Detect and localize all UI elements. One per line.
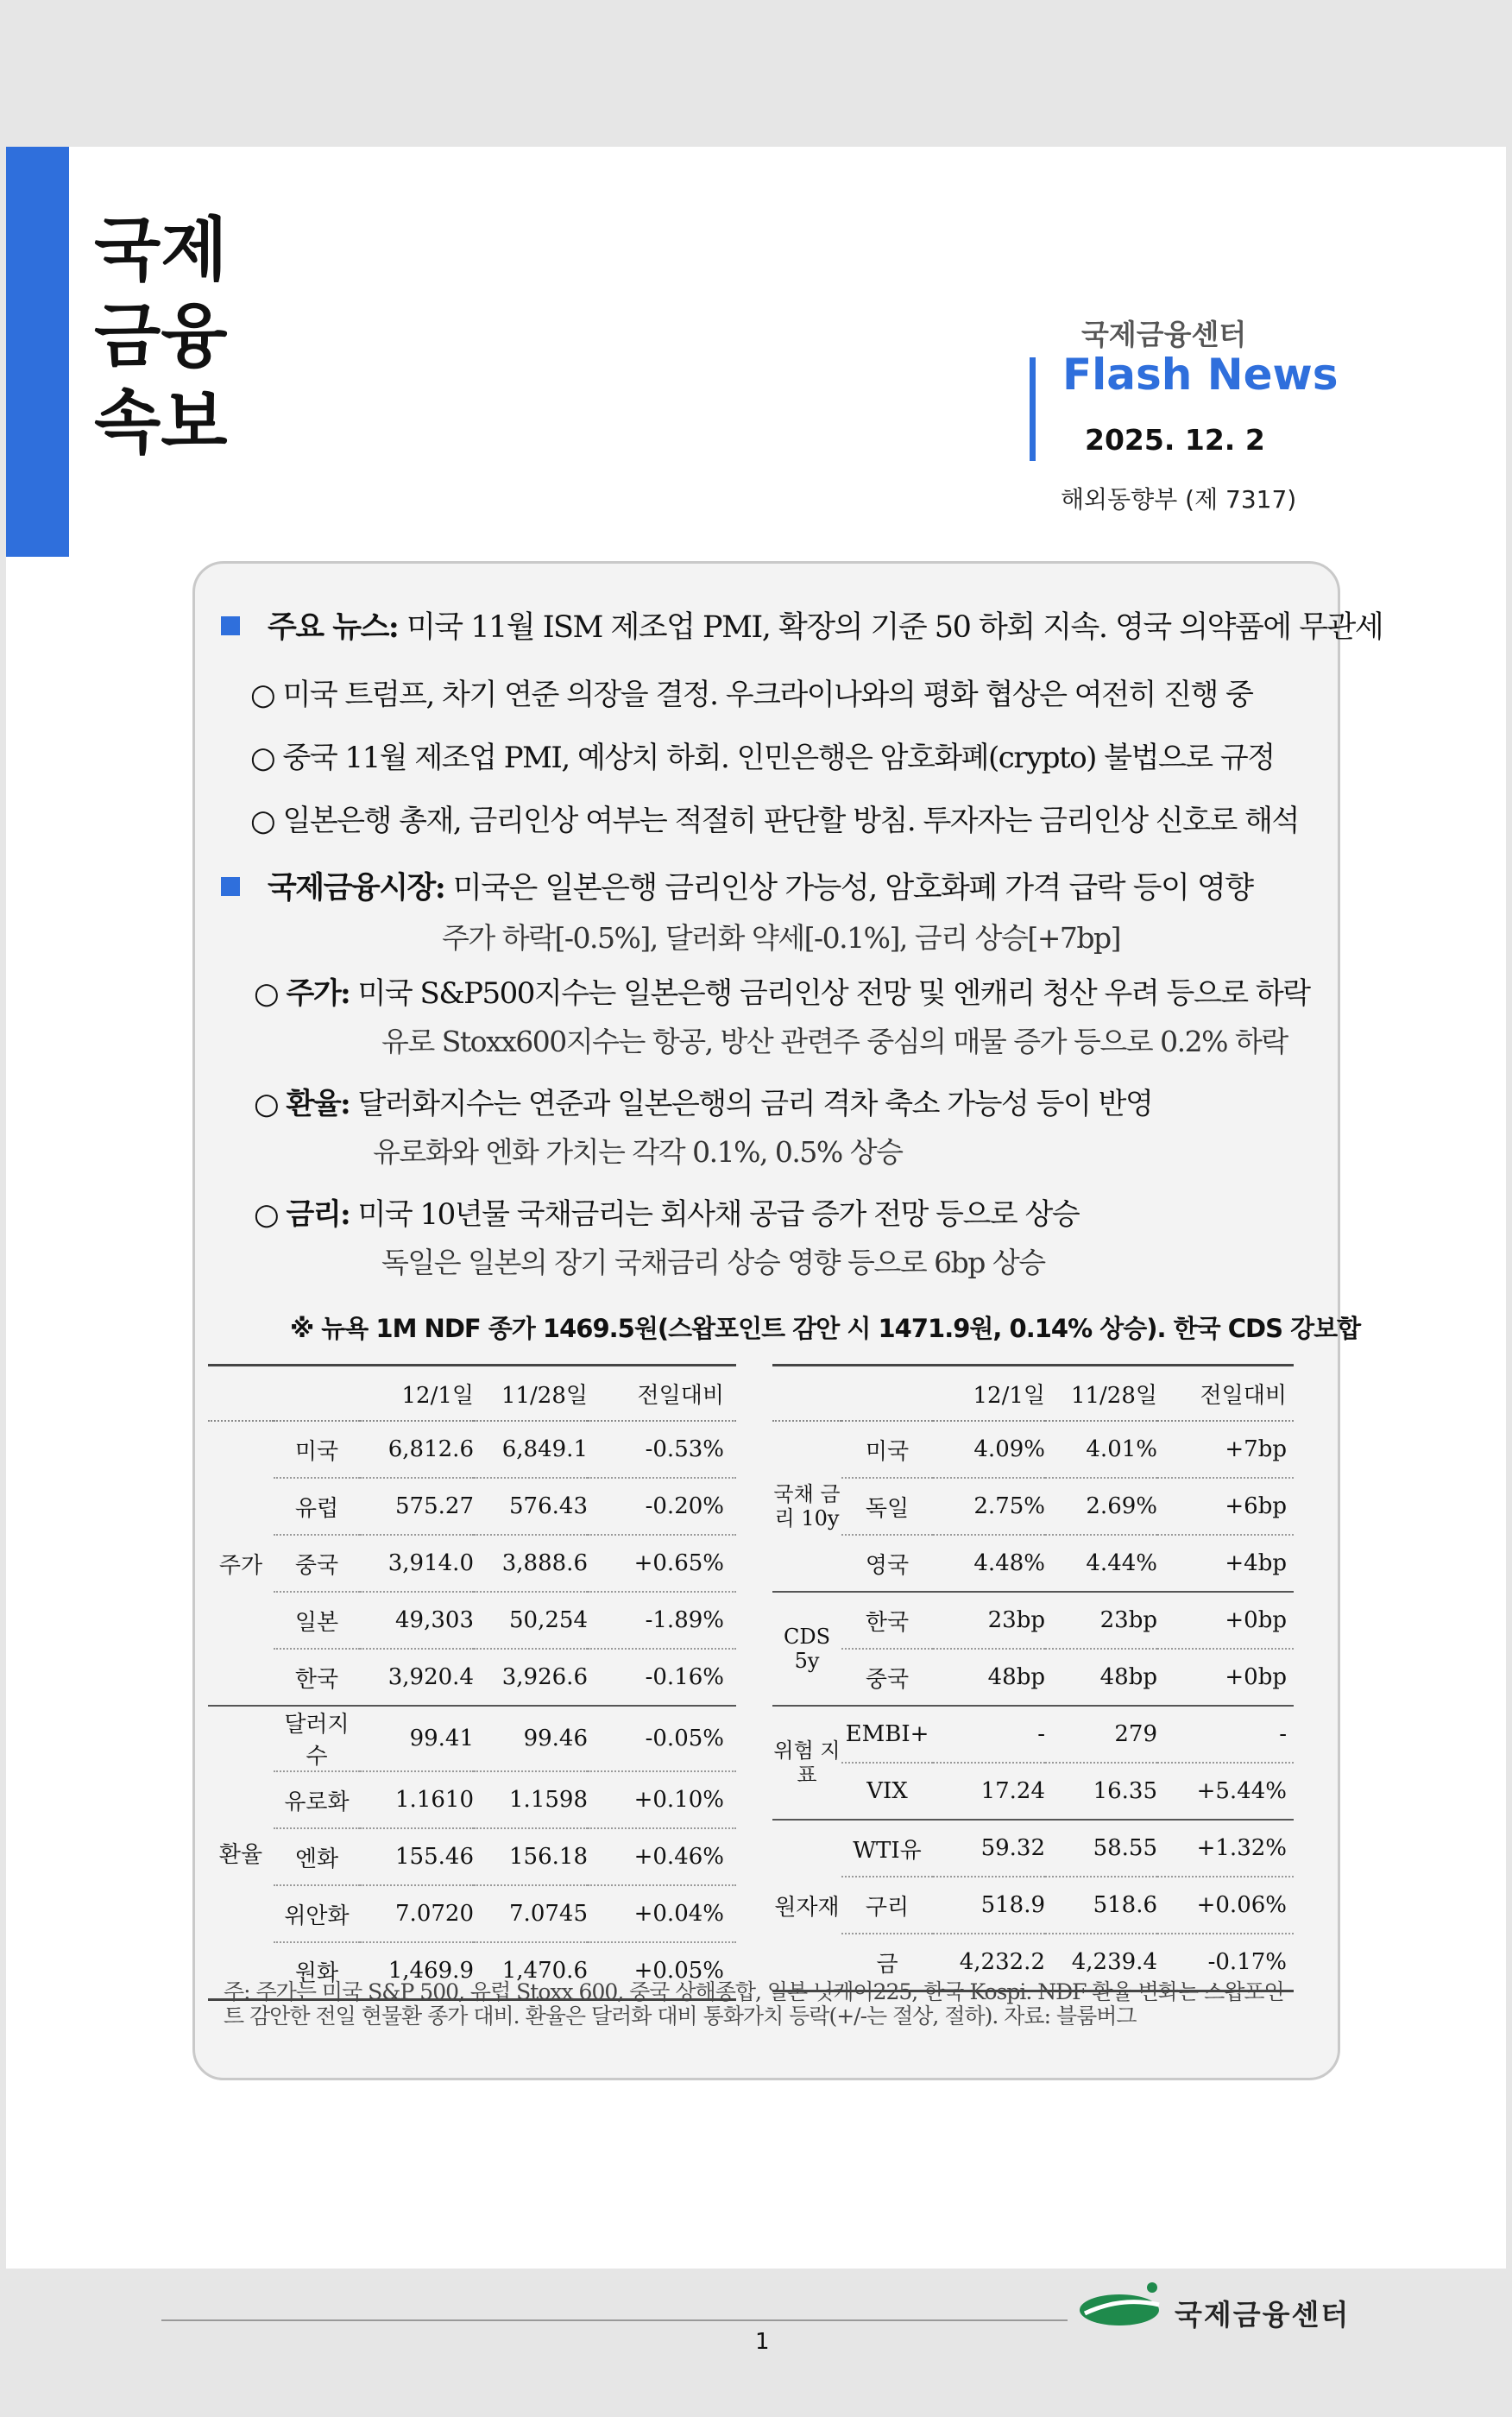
row-label: 금: [841, 1934, 933, 1991]
news-item: ○ 일본은행 총재, 금리인상 여부는 적절히 판단할 방침. 투자자는 금리인상 신호로 해석: [250, 804, 1299, 838]
ndf-note: ※ 뉴욕 1M NDF 종가 1469.5원(스왑포인트 감안 시 1471.9원, 0.14% 상승). 한국 CDS 강보합: [290, 1314, 1361, 1343]
market-headline-line: [221, 864, 1253, 907]
row-label: 일본: [274, 1592, 360, 1649]
value-change: +0.65%: [588, 1535, 736, 1592]
header-issue-no: (제 7317): [1185, 485, 1297, 514]
section-rates: ○ 금리: 미국 10년물 국채금리는 회사채 공급 증가 전망 등으로 상승: [254, 1197, 1080, 1232]
section-fx: ○ 환율: 달러화지수는 연준과 일본은행의 금리 격차 축소 가능성 등이 반영: [254, 1087, 1153, 1121]
header-date: 2025. 12. 2: [1085, 423, 1265, 457]
value-change: +0.46%: [588, 1828, 736, 1885]
value-change: -0.17%: [1157, 1934, 1294, 1991]
title-accent-bar: [6, 147, 69, 557]
value-today: 7.0720: [360, 1885, 474, 1942]
col-header: 12/1일: [933, 1366, 1045, 1422]
title-line-3: 속보: [94, 382, 228, 463]
value-prev: 16.35: [1045, 1763, 1157, 1820]
table-footnote: 주: 주가는 미국 S&P 500, 유럽 Stoxx 600, 중국 상해종합, 일본 닛케이225, 한국 Kospi. NDF 환율 변화는 스왑포인트 감안한 전일 현물환 종가 대비. 환율은 달러화 대비 통화가치 등락(+/-는 절상, 절하). 자료: 블룸버그: [224, 1979, 1284, 2029]
value-today: 3,914.0: [360, 1535, 474, 1592]
value-prev: 279: [1045, 1706, 1157, 1763]
news-headline: 미국 11월 ISM 제조업 PMI, 확장의 기준 50 하회 지속. 영국 의약품에 무관세: [406, 610, 1383, 645]
value-change: +1.32%: [1157, 1820, 1294, 1877]
row-label: 중국: [841, 1649, 933, 1706]
value-today: 17.24: [933, 1763, 1045, 1820]
title-line-2: 금융: [94, 296, 228, 376]
value-change: +0.05%: [588, 1942, 736, 2000]
row-label: 미국: [841, 1421, 933, 1478]
market-sub: 주가 하락[-0.5%], 달러화 약세[-0.1%], 금리 상승[+7bp]: [442, 921, 1120, 955]
market-headline: 미국은 일본은행 금리인상 가능성, 암호화폐 가격 급락 등이 영향: [452, 871, 1253, 906]
row-label: 원화: [274, 1942, 360, 2000]
col-header: 12/1일: [360, 1366, 474, 1422]
group-label: 국채 금리 10y: [772, 1421, 841, 1592]
news-item-text: 중국 11월 제조업 PMI, 예상치 하회. 인민은행은 암호화폐(crypto) 불법으로 규정: [282, 741, 1275, 775]
market-heading: 국제금융시장:: [268, 870, 445, 906]
kcif-logo-icon: [1076, 2279, 1168, 2334]
value-change: -1.89%: [588, 1592, 736, 1649]
section-text: 미국 S&P500지수는 일본은행 금리인상 전망 및 엔캐리 청산 우려 등으로 하락: [357, 976, 1310, 1011]
row-label: 한국: [274, 1649, 360, 1706]
row-label: WTI유: [841, 1820, 933, 1877]
value-prev: 48bp: [1045, 1649, 1157, 1706]
value-prev: 3,888.6: [474, 1535, 588, 1592]
header-dept: 해외동향부: [1061, 485, 1178, 514]
section-stocks-sub: 유로 Stoxx600지수는 항공, 방산 관련주 중심의 매물 증가 등으로 0.2% 하락: [381, 1025, 1288, 1058]
right-market-table: [772, 1364, 1294, 1992]
value-today: 575.27: [360, 1478, 474, 1535]
header-flash-news: Flash News: [1062, 350, 1339, 400]
value-change: +0bp: [1157, 1649, 1294, 1706]
value-prev: 23bp: [1045, 1592, 1157, 1649]
value-prev: 156.18: [474, 1828, 588, 1885]
col-header: 전일대비: [588, 1366, 736, 1422]
section-label: 환율:: [286, 1087, 350, 1121]
value-change: +0.04%: [588, 1885, 736, 1942]
news-item-text: 미국 트럼프, 차기 연준 의장을 결정. 우크라이나와의 평화 협상은 여전히 진행 중: [282, 678, 1253, 712]
value-today: 3,920.4: [360, 1649, 474, 1706]
news-item: ○ 미국 트럼프, 차기 연준 의장을 결정. 우크라이나와의 평화 협상은 여전히 진행 중: [250, 678, 1253, 712]
footer-logo-text: 국제금융센터: [1175, 2298, 1351, 2332]
row-label: 한국: [841, 1592, 933, 1649]
value-today: 48bp: [933, 1649, 1045, 1706]
value-today: 4.09%: [933, 1421, 1045, 1478]
value-change: +7bp: [1157, 1421, 1294, 1478]
title-line-1: 국제: [94, 210, 228, 290]
section-text: 미국 10년물 국채금리는 회사채 공급 증가 전망 등으로 상승: [357, 1197, 1080, 1232]
value-prev: 4.01%: [1045, 1421, 1157, 1478]
value-change: -0.16%: [588, 1649, 736, 1706]
bullet-square-icon: [221, 616, 240, 635]
value-prev: 4.44%: [1045, 1535, 1157, 1592]
row-label: 영국: [841, 1535, 933, 1592]
row-label: 구리: [841, 1877, 933, 1934]
value-prev: 518.6: [1045, 1877, 1157, 1934]
value-today: 518.9: [933, 1877, 1045, 1934]
header-issue: [1061, 481, 1296, 515]
value-today: 6,812.6: [360, 1421, 474, 1478]
value-today: 23bp: [933, 1592, 1045, 1649]
news-heading: 주요 뉴스:: [268, 609, 399, 645]
value-change: -0.05%: [588, 1706, 736, 1771]
col-header: 전일대비: [1157, 1366, 1294, 1422]
row-label: 독일: [841, 1478, 933, 1535]
row-label: 위안화: [274, 1885, 360, 1942]
row-label: 유로화: [274, 1771, 360, 1828]
value-prev: 4,239.4: [1045, 1934, 1157, 1991]
value-today: 4.48%: [933, 1535, 1045, 1592]
value-prev: 2.69%: [1045, 1478, 1157, 1535]
value-today: 155.46: [360, 1828, 474, 1885]
news-item: ○ 중국 11월 제조업 PMI, 예상치 하회. 인민은행은 암호화폐(crypto) 불법으로 규정: [250, 741, 1275, 775]
value-prev: 7.0745: [474, 1885, 588, 1942]
col-header: 11/28일: [1045, 1366, 1157, 1422]
value-change: -0.20%: [588, 1478, 736, 1535]
footer-rule: [161, 2319, 1068, 2321]
value-today: 1.1610: [360, 1771, 474, 1828]
group-label: 주가: [208, 1421, 274, 1706]
value-change: +0.10%: [588, 1771, 736, 1828]
value-change: +5.44%: [1157, 1763, 1294, 1820]
section-rates-sub: 독일은 일본의 장기 국채금리 상승 영향 등으로 6bp 상승: [381, 1246, 1045, 1279]
header-org: 국제금융센터: [1081, 318, 1247, 351]
value-today: -: [933, 1706, 1045, 1763]
row-label: EMBI+: [841, 1706, 933, 1763]
document-page: [6, 147, 1506, 2355]
bullet-square-icon: [221, 877, 240, 896]
value-prev: 50,254: [474, 1592, 588, 1649]
header-divider: [1030, 357, 1036, 461]
value-change: -: [1157, 1706, 1294, 1763]
value-change: -0.53%: [588, 1421, 736, 1478]
group-label: 환율: [208, 1706, 274, 2000]
value-prev: 3,926.6: [474, 1649, 588, 1706]
page-number: 1: [755, 2329, 770, 2355]
news-item-text: 일본은행 총재, 금리인상 여부는 적절히 판단할 방침. 투자자는 금리인상 신호로 해석: [282, 804, 1299, 838]
row-label: 유럽: [274, 1478, 360, 1535]
value-prev: 99.46: [474, 1706, 588, 1771]
row-label: 엔화: [274, 1828, 360, 1885]
group-label: 위험 지표: [772, 1706, 841, 1820]
group-label: 원자재: [772, 1820, 841, 1991]
value-today: 2.75%: [933, 1478, 1045, 1535]
value-today: 49,303: [360, 1592, 474, 1649]
col-header: 11/28일: [474, 1366, 588, 1422]
value-prev: 1.1598: [474, 1771, 588, 1828]
report-title: [94, 207, 228, 466]
row-label: 중국: [274, 1535, 360, 1592]
row-label: 달러지수: [274, 1706, 360, 1771]
row-label: 미국: [274, 1421, 360, 1478]
group-label: CDS 5y: [772, 1592, 841, 1706]
section-stocks: ○ 주가: 미국 S&P500지수는 일본은행 금리인상 전망 및 엔캐리 청산 우려 등으로 하락: [254, 976, 1310, 1011]
value-change: +6bp: [1157, 1478, 1294, 1535]
value-today: 59.32: [933, 1820, 1045, 1877]
value-change: +4bp: [1157, 1535, 1294, 1592]
value-today: 1,469.9: [360, 1942, 474, 2000]
section-text: 달러화지수는 연준과 일본은행의 금리 격차 축소 가능성 등이 반영: [357, 1087, 1153, 1121]
value-prev: 58.55: [1045, 1820, 1157, 1877]
value-today: 99.41: [360, 1706, 474, 1771]
row-label: VIX: [841, 1763, 933, 1820]
section-label: 주가:: [286, 976, 350, 1011]
left-market-table: [208, 1364, 736, 2001]
value-change: +0.06%: [1157, 1877, 1294, 1934]
value-prev: 576.43: [474, 1478, 588, 1535]
value-change: +0bp: [1157, 1592, 1294, 1649]
value-prev: 1,470.6: [474, 1942, 588, 2000]
section-label: 금리:: [286, 1197, 350, 1232]
value-today: 4,232.2: [933, 1934, 1045, 1991]
value-prev: 6,849.1: [474, 1421, 588, 1478]
news-headline-line: [221, 603, 1383, 647]
section-fx-sub: 유로화와 엔화 가치는 각각 0.1%, 0.5% 상승: [373, 1135, 903, 1169]
